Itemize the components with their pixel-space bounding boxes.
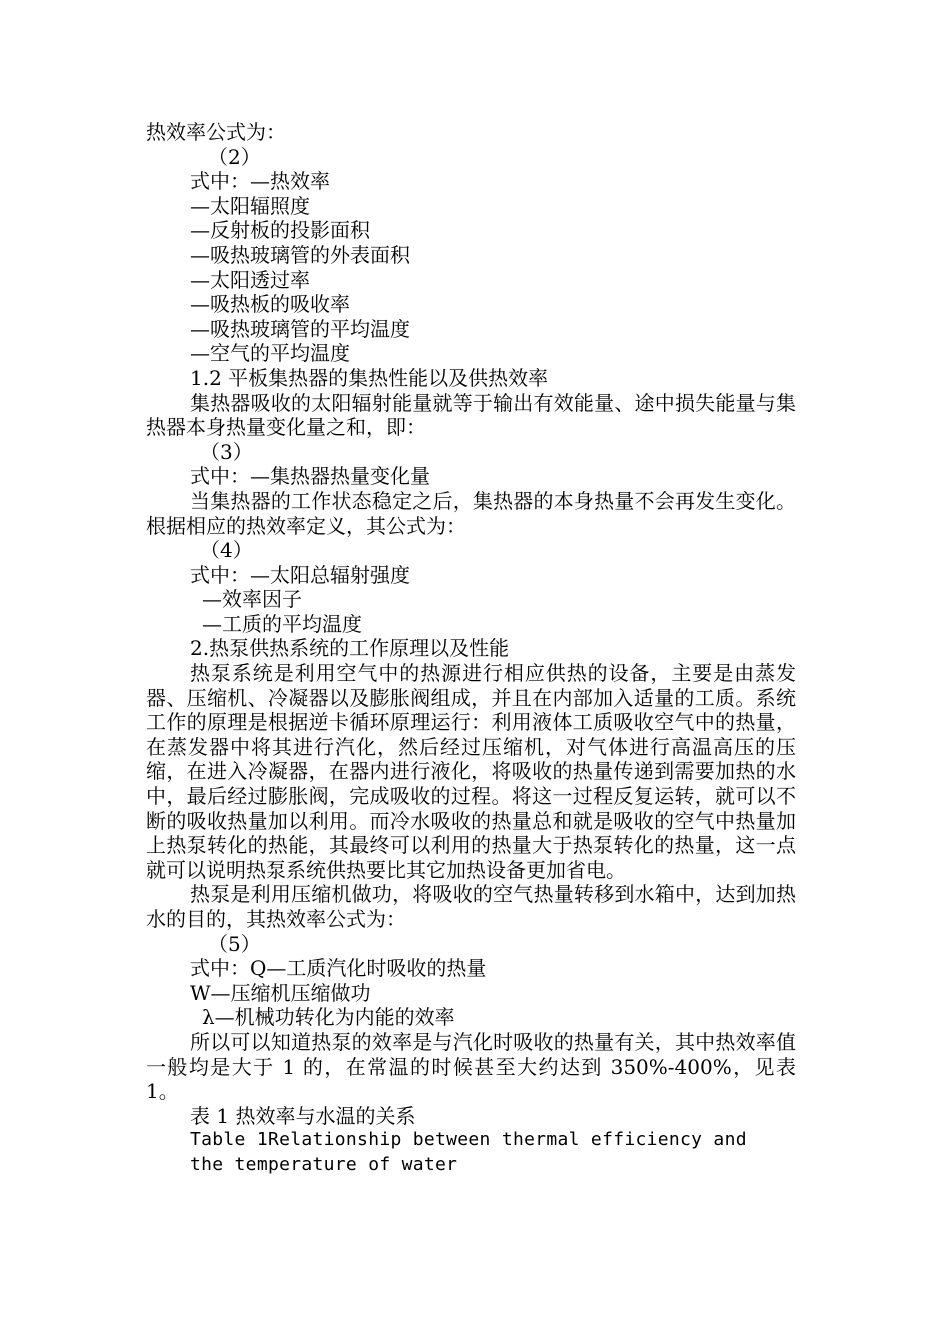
equation-number-4: （4） xyxy=(200,538,253,563)
symbol-definition-head: 式中：Q—工质汽化时吸收的热量 xyxy=(190,956,487,981)
symbol-definition: —吸热板的吸收率 xyxy=(190,292,350,317)
paragraph: 集热器吸收的太阳辐射能量就等于输出有效能量、途中损失能量与集热器本身热量变化量之和，即： xyxy=(146,390,796,440)
equation-number-3: （3） xyxy=(200,439,253,464)
table-caption-cn: 表 1 热效率与水温的关系 xyxy=(190,1103,416,1128)
paragraph: 热泵系统是利用空气中的热源进行相应供热的设备，主要是由蒸发器、压缩机、冷凝器以及膨胀阀组成，并且在内部加入适量的工质。系统工作的原理是根据逆卡循环原理运行：利用液体工质吸收空气中的热量，在蒸发器中将其进行汽化，然后经过压缩机，对气体进行高温高压的压缩，在进入冷凝器，在器内进行液化，将吸收的热量传递到需要加热的水中，最后经过膨胀阀，完成吸收的过程。将这一过程反复运转，就可以不断的吸收热量加以利用。而冷水吸收的热量总和就是吸收的空气中热量加上热泵转化的热能，其最终可以利用的热量大于热泵转化的热量，这一点就可以说明热泵系统供热要比其它加热设备更加省电。 xyxy=(146,661,796,882)
table-caption-en: the temperature of water xyxy=(190,1153,458,1175)
paragraph: 当集热器的工作状态稳定之后，集热器的本身热量不会再发生变化。根据相应的热效率定义，其公式为： xyxy=(146,488,796,538)
symbol-definition-head: 式中：—太阳总辐射强度 xyxy=(190,562,410,587)
symbol-definition: —吸热玻璃管的平均温度 xyxy=(190,316,410,341)
intro-line: 热效率公式为： xyxy=(146,120,286,144)
symbol-definition-head: 式中：—热效率 xyxy=(190,169,330,194)
section-heading-1-2: 1.2 平板集热器的集热性能以及供热效率 xyxy=(190,365,549,390)
symbol-definition: W—压缩机压缩做功 xyxy=(190,980,371,1005)
document-page xyxy=(146,120,796,1178)
equation-number-2: （2） xyxy=(208,144,261,169)
paragraph: 热泵是利用压缩机做功，将吸收的空气热量转移到水箱中，达到加热水的目的，其热效率公式为： xyxy=(146,882,796,931)
paragraph: 所以可以知道热泵的效率是与汽化时吸收的热量有关，其中热效率值一般均是大于 1 的，在常温的时候甚至大约达到 350%-400%，见表 1。 xyxy=(146,1029,796,1104)
symbol-definition-head: 式中：—集热器热量变化量 xyxy=(190,464,430,489)
symbol-definition: —效率因子 xyxy=(202,587,302,612)
section-heading-2: 2.热泵供热系统的工作原理以及性能 xyxy=(190,636,510,661)
table-caption-en: Table 1Relationship between thermal efficiency and xyxy=(190,1129,747,1151)
symbol-definition: —吸热玻璃管的外表面积 xyxy=(190,242,410,267)
symbol-definition: —工质的平均温度 xyxy=(202,611,362,636)
symbol-definition: —太阳辐照度 xyxy=(190,193,310,218)
equation-number-5: （5） xyxy=(208,931,261,956)
symbol-definition: —太阳透过率 xyxy=(190,267,310,292)
symbol-definition: —空气的平均温度 xyxy=(190,341,350,366)
symbol-definition: —反射板的投影面积 xyxy=(190,218,370,243)
symbol-definition: λ—机械功转化为内能的效率 xyxy=(202,1005,455,1030)
